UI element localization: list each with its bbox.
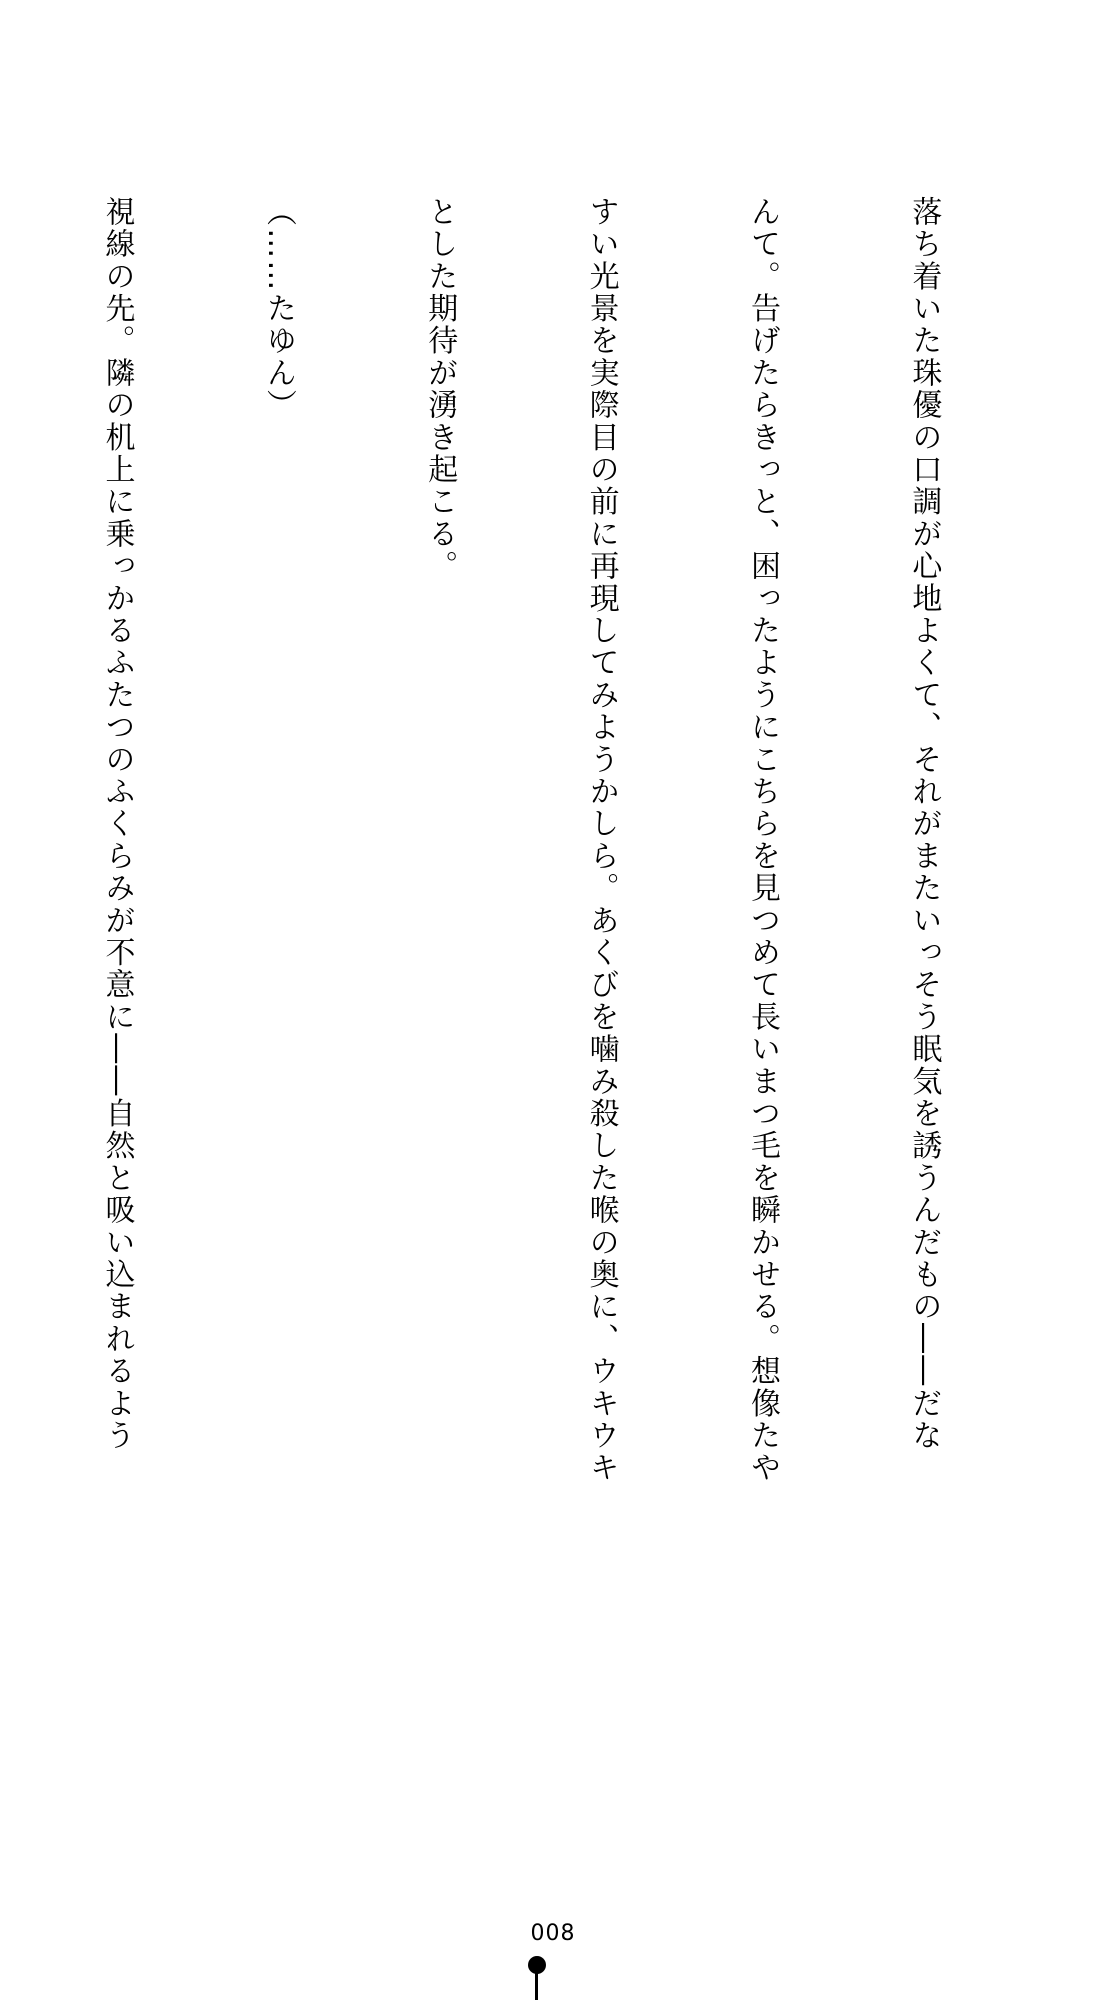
page-number: 008 xyxy=(530,1921,576,1946)
page-number-rule xyxy=(535,1972,538,2000)
body-line: （……たゆん） xyxy=(260,196,296,422)
body-text xyxy=(0,196,1058,1676)
body-line: すい光景を実際目の前に再現してみようかしら。あくびを噛み殺した喉の奥に、ウキウキ xyxy=(583,196,619,1484)
body-line: とした期待が湧き起こる。 xyxy=(422,196,458,583)
body-line: 落ち着いた珠優の口調が心地よくて、それがまたいっそう眠気を誘うんだもの――だな xyxy=(906,196,942,1452)
body-line: んて。告げたらきっと、困ったようにこちらを見つめて長いまつ毛を瞬かせる。想像たや xyxy=(745,196,781,1484)
body-line: 視線の先。隣の机上に乗っかるふたつのふくらみが不意に――自然と吸い込まれるよう xyxy=(99,196,135,1452)
